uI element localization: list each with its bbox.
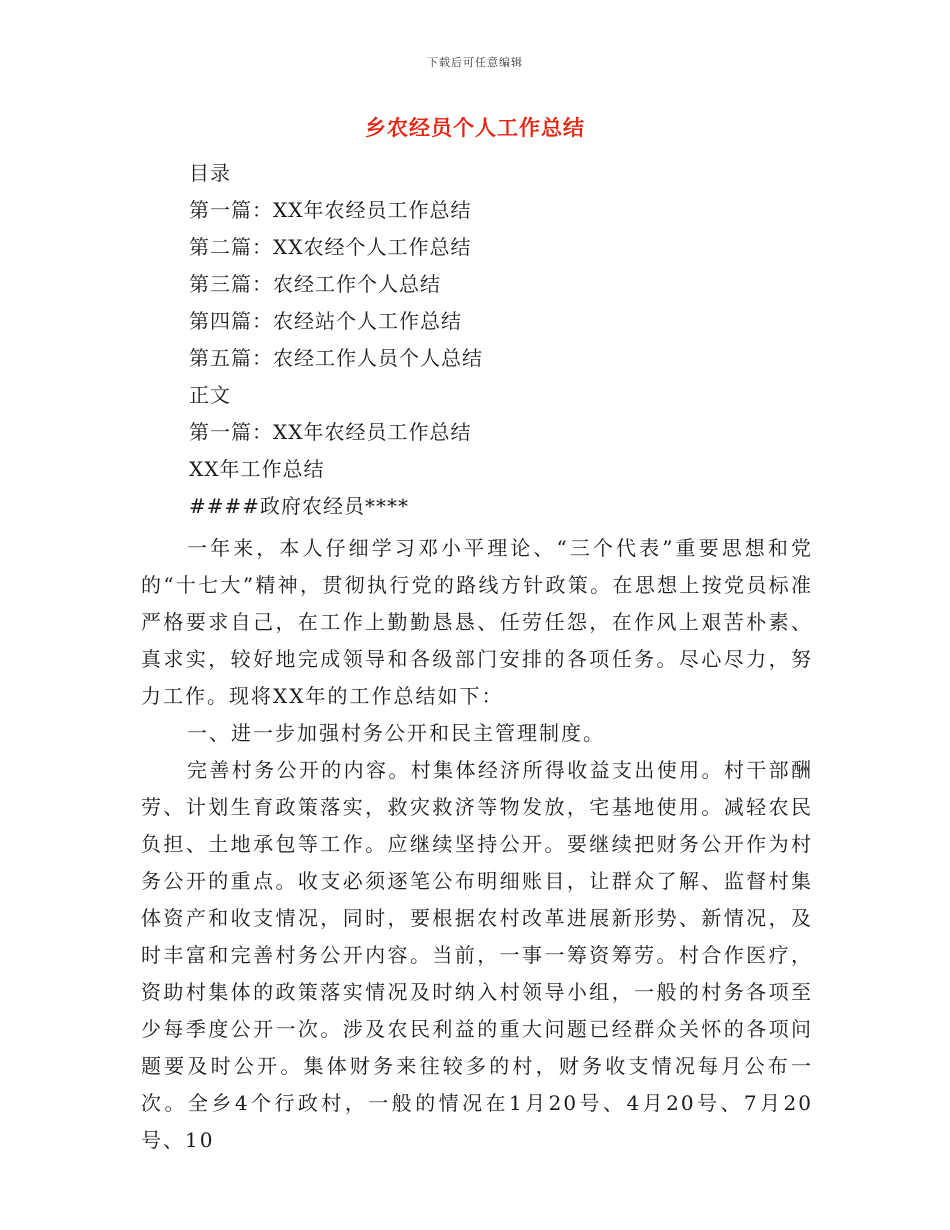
paragraph: 完善村务公开的内容。村集体经济所得收益支出使用。村干部酬劳、计划生育政策落实，救灾救济等物发放，宅基地使用。减轻农民负担、土地承包等工作。应继续坚持公开。要继续把财务公开作为村务公开的重点。收支必须逐笔公布明细账目，让群众了解、监督村集体资产和收支情况，同时，要根据农村改革进展新形势、新情况，及时丰富和完善村务公开内容。当前，一事一筹资筹劳。村合作医疗，资助村集体的政策落实情况及时纳入村领导小组，一般的村务各项至少每季度公开一次。涉及农民利益的重大问题已经群众关怀的各项问题要及时公开。集体财务来往较多的村，财务收支情况每月公布一次。全乡4个行政村，一般的情况在1月20号、4月20号、7月20号、10 xyxy=(141,758,813,1152)
toc-item-3: 第三篇：农经工作个人总结 xyxy=(189,272,441,296)
part-heading: 第一篇：XX年农经员工作总结 xyxy=(189,420,472,444)
author-line: ####政府农经员**** xyxy=(189,494,410,518)
paragraph: 一年来，本人仔细学习邓小平理论、“三个代表”重要思想和党的“十七大”精神，贯彻执行党的路线方针政策。在思想上按党员标准严格要求自己，在工作上勤勤恳恳、任劳任怨，在作风上艰苦朴素、真求实，较好地完成领导和各级部门安排的各项任务。尽心尽力，努力工作。现将XX年的工作总结如下： xyxy=(141,536,813,708)
toc-item-4: 第四篇：农经站个人工作总结 xyxy=(189,309,462,333)
toc-item-1: 第一篇：XX年农经员工作总结 xyxy=(189,198,472,222)
body-text xyxy=(141,530,813,1159)
toc-label: 目录 xyxy=(189,161,231,185)
toc-item-2: 第二篇：XX农经个人工作总结 xyxy=(189,235,472,259)
body-label: 正文 xyxy=(189,383,231,407)
header-note: 下载后可任意编辑 xyxy=(427,56,523,69)
document-title: 乡农经员个人工作总结 xyxy=(365,116,585,140)
year-summary-heading: XX年工作总结 xyxy=(189,457,325,481)
toc-item-5: 第五篇：农经工作人员个人总结 xyxy=(189,346,483,370)
section-heading: 一、进一步加强村务公开和民主管理制度。 xyxy=(187,721,605,745)
